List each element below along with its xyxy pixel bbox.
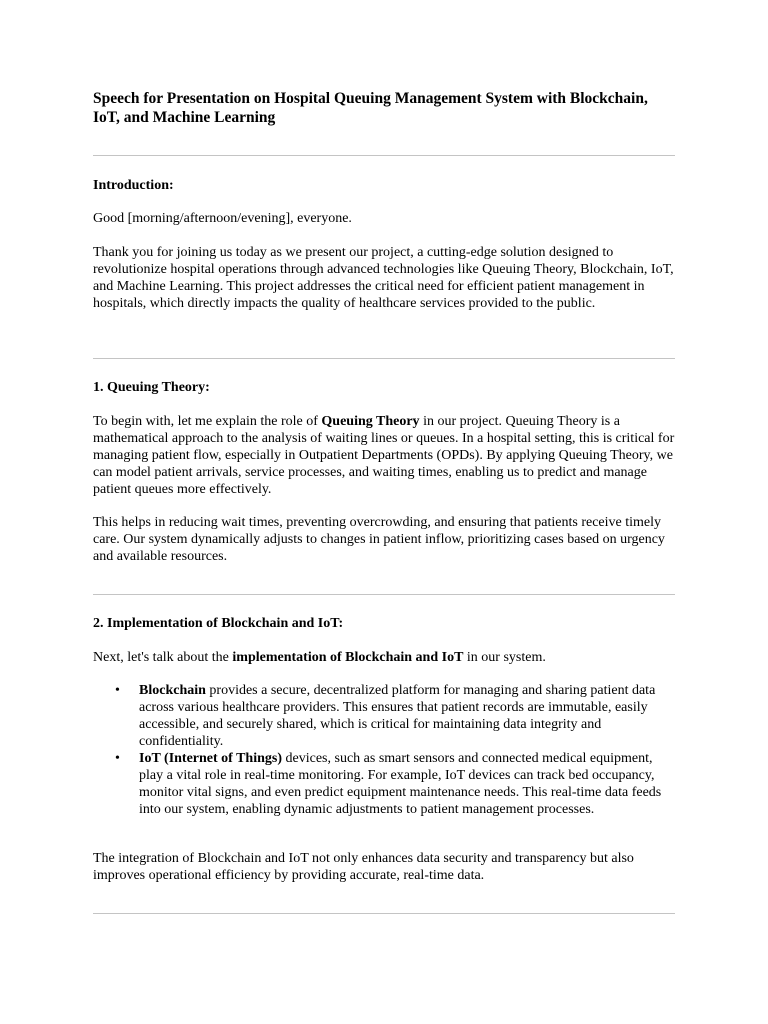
document-title: Speech for Presentation on Hospital Queuing Management System with Blockchain, IoT, and Machine Learning — [93, 90, 648, 126]
queuing-theory-paragraph-2: This helps in reducing wait times, preventing overcrowding, and ensuring that patients receive timely care. Our system dynamically adjusts to changes in patient inflow, prioritizing cases based on urgency and available resources. — [93, 515, 665, 564]
divider-1 — [93, 155, 675, 156]
text-run: in our project. Queuing Theory is a mathematical approach to the analysis of waiting lines or queues. In a hospital setting, this is critical for managing patient flow, especially in Outpatient Departments (OPDs). By applying Queuing Theory, we can model patient arrivals, service processes, and waiting times, enabling us to predict and manage patient queues more effectively. — [93, 414, 675, 497]
bullet-icon: • — [115, 751, 120, 766]
text-run: in our system. — [463, 650, 546, 665]
list-item-text: provides a secure, decentralized platform for managing and sharing patient data across various healthcare providers. This ensures that patient records are immutable, easily accessible, and securely shared, which is critical for maintaining data integrity and confidentiality. — [139, 683, 656, 749]
implementation-intro-paragraph — [93, 649, 675, 666]
introduction-heading: Introduction: — [93, 178, 174, 193]
divider-3 — [93, 594, 675, 595]
list-item-text: devices, such as smart sensors and connected medical equipment, play a vital role in real-time monitoring. For example, IoT devices can track bed occupancy, monitor vital signs, and even predict equipment maintenance needs. This real-time data feeds into our system, enabling dynamic adjustments to patient management processes. — [139, 751, 662, 817]
bold-term-iot: IoT (Internet of Things) — [139, 751, 283, 766]
text-run: Next, let's talk about the — [93, 650, 233, 665]
queuing-theory-paragraph-1 — [93, 413, 675, 498]
list-item-blockchain — [93, 682, 675, 750]
bold-term-implementation: implementation of Blockchain and IoT — [232, 650, 464, 665]
queuing-theory-heading: 1. Queuing Theory: — [93, 380, 210, 395]
divider-2 — [93, 358, 675, 359]
bullet-icon: • — [115, 683, 120, 698]
list-item-iot — [93, 750, 675, 818]
implementation-closing-paragraph: The integration of Blockchain and IoT not only enhances data security and transparency but also improves operational efficiency by providing accurate, real-time data. — [93, 851, 634, 883]
introduction-paragraph: Thank you for joining us today as we present our project, a cutting-edge solution designed to revolutionize hospital operations through advanced technologies like Queuing Theory, Blockchain, IoT, and Machine Learning. This project addresses the critical need for efficient patient management in hospitals, which directly impacts the quality of healthcare services provided to the public. — [93, 245, 674, 311]
bold-term-queuing-theory: Queuing Theory — [321, 414, 420, 429]
greeting-paragraph: Good [morning/afternoon/evening], everyone. — [93, 211, 352, 226]
divider-4 — [93, 913, 675, 914]
implementation-heading: 2. Implementation of Blockchain and IoT: — [93, 616, 344, 631]
technology-bullet-list — [93, 682, 675, 818]
bold-term-blockchain: Blockchain — [139, 683, 206, 698]
text-run: To begin with, let me explain the role of — [93, 414, 322, 429]
